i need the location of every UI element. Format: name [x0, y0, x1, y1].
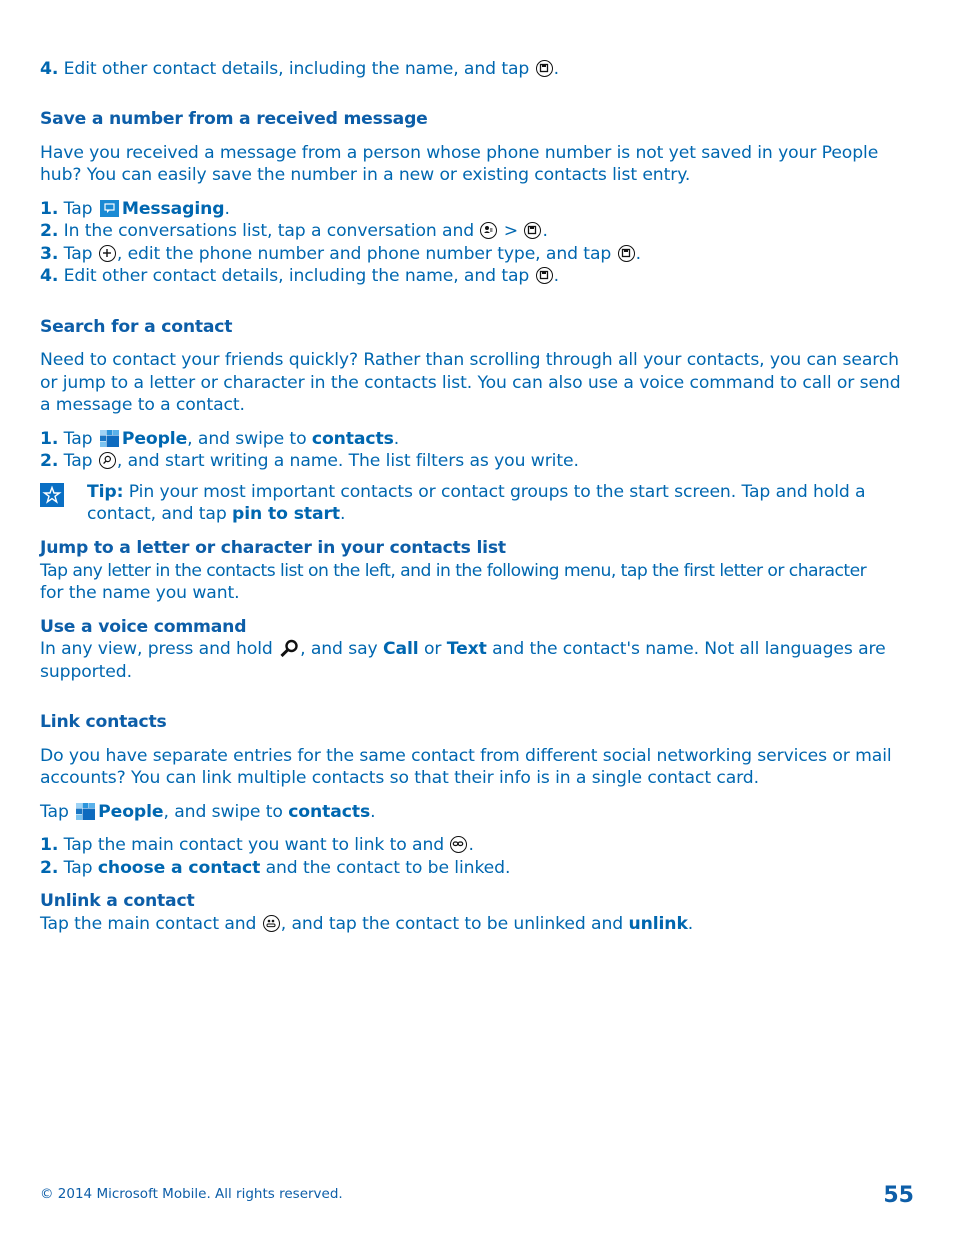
link-para-line-1: Do you have separate entries for the same contact from different social networking services or mail: [40, 746, 892, 766]
tip-line-1: Tip: Pin your most important contacts or contact groups to the start screen. Tap and hold a: [87, 482, 866, 502]
search-step-2: 2. Tap , and start writing a name. The list filters as you write.: [40, 451, 579, 471]
search-para-line-2: or jump to a letter or character in the contacts list. You can also use a voice command to call or send: [40, 373, 901, 393]
search-key-icon: [278, 639, 300, 663]
link-step-1: 1. Tap the main contact you want to link to and .: [40, 835, 474, 855]
tip-line-2: contact, and tap pin to start.: [87, 504, 346, 524]
messaging-app-icon: [100, 200, 119, 217]
search-para-line-1: Need to contact your friends quickly? Rather than scrolling through all your contacts, you can search: [40, 350, 899, 370]
link-tap-people: Tap People, and swipe to contacts.: [40, 802, 376, 822]
search-step-1: 1. Tap People, and swipe to contacts.: [40, 429, 400, 449]
save-step-1: 1. Tap Messaging.: [40, 199, 230, 219]
heading-link-contacts: Link contacts: [40, 712, 167, 732]
tip-star-icon: [40, 483, 64, 507]
voice-line-2: supported.: [40, 662, 132, 682]
save-icon: [536, 267, 553, 284]
jump-line-2: for the name you want.: [40, 583, 240, 603]
save-step-4: 4. Edit other contact details, including the name, and tap .: [40, 266, 559, 286]
voice-line-1: In any view, press and hold , and say Call or Text and the contact's name. Not all languages are: [40, 638, 886, 663]
heading-save-number: Save a number from a received message: [40, 109, 428, 129]
link-step-2: 2. Tap choose a contact and the contact to be linked.: [40, 858, 511, 878]
heading-jump-letter: Jump to a letter or character in your contacts list: [40, 538, 506, 558]
link-icon: [450, 836, 467, 853]
page-number: 55: [883, 1183, 914, 1208]
linked-contacts-icon: [263, 915, 280, 932]
save-icon: [618, 245, 635, 262]
save-step-2: 2. In the conversations list, tap a conversation and > .: [40, 221, 548, 241]
contact-info-icon: [480, 222, 497, 239]
search-para-line-3: a message to a contact.: [40, 395, 245, 415]
save-icon: [524, 222, 541, 239]
search-icon: [99, 452, 116, 469]
people-app-icon: [100, 430, 119, 447]
people-app-icon: [76, 803, 95, 820]
step-4-top: 4. Edit other contact details, including the name, and tap .: [40, 59, 559, 79]
heading-unlink-contact: Unlink a contact: [40, 891, 195, 911]
heading-search-contact: Search for a contact: [40, 317, 233, 337]
copyright: © 2014 Microsoft Mobile. All rights reserved.: [40, 1186, 343, 1202]
save-para-line-1: Have you received a message from a person whose phone number is not yet saved in your People: [40, 143, 879, 163]
unlink-line: Tap the main contact and , and tap the contact to be unlinked and unlink.: [40, 914, 694, 934]
jump-line-1: Tap any letter in the contacts list on the left, and in the following menu, tap the first letter or character: [40, 561, 867, 581]
add-icon: [99, 245, 116, 262]
heading-voice-command: Use a voice command: [40, 617, 247, 637]
save-step-3: 3. Tap , edit the phone number and phone number type, and tap .: [40, 244, 641, 264]
save-icon: [536, 60, 553, 77]
link-para-line-2: accounts? You can link multiple contacts so that their info is in a single contact card.: [40, 768, 759, 788]
save-para-line-2: hub? You can easily save the number in a new or existing contacts list entry.: [40, 165, 691, 185]
